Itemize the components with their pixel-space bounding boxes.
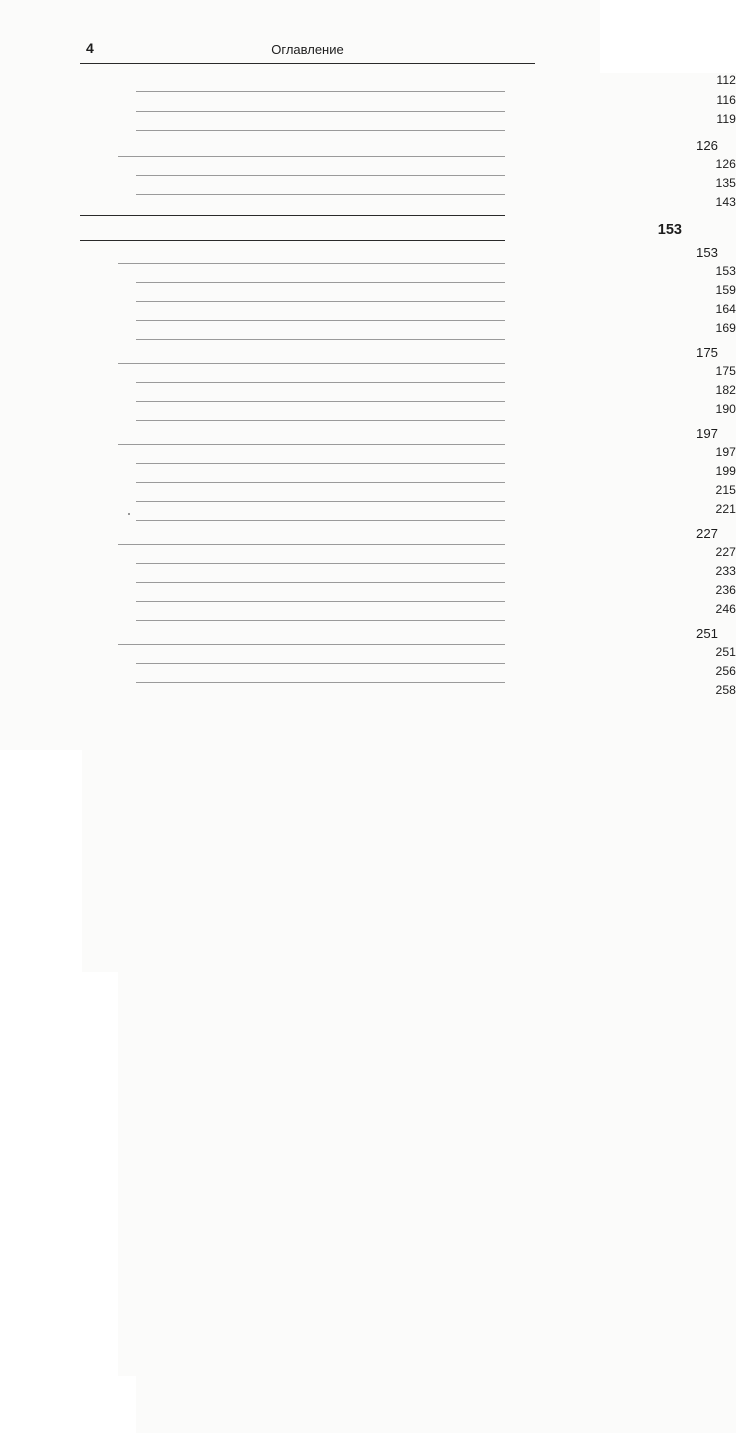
chapter-page: 153 <box>82 222 682 972</box>
toc-entry-page: 159 <box>136 283 736 1033</box>
toc-entry-page: 153 <box>136 264 736 1014</box>
toc-entry-page: 227 <box>136 545 736 1295</box>
entry-divider <box>136 420 505 421</box>
toc-entry-page: 182 <box>136 383 736 1133</box>
toc-entry-page: 175 <box>118 345 718 1095</box>
toc-entry-5-5[interactable] <box>136 112 736 130</box>
toc-entry-page: 143 <box>136 195 736 945</box>
toc-entry-3[interactable] <box>118 426 718 444</box>
print-speck <box>128 513 130 515</box>
toc-entry-page: 233 <box>136 564 736 1314</box>
toc-entry-3-1[interactable] <box>136 445 736 463</box>
toc-entry-1-4[interactable] <box>136 321 736 339</box>
toc-entry-3-3[interactable] <box>136 483 736 501</box>
toc-entry-page: 199 <box>136 464 736 1214</box>
toc-entry-4-2[interactable] <box>136 564 736 582</box>
toc-entry-page: 169 <box>136 321 736 1071</box>
toc-entry-2-2[interactable] <box>136 383 736 401</box>
toc-entry-1[interactable] <box>118 245 718 263</box>
toc-entry-4-3[interactable] <box>136 583 736 601</box>
toc-entry-page: 135 <box>136 176 736 926</box>
toc-entry-page: 251 <box>136 645 736 1395</box>
toc-entry-5-3[interactable] <box>136 73 736 91</box>
toc-entry-2-1[interactable] <box>136 364 736 382</box>
entry-divider <box>136 91 505 92</box>
toc-entry-page: 126 <box>136 157 736 907</box>
toc-entry-page: 164 <box>136 302 736 1052</box>
toc-entry-page: 116 <box>136 93 736 843</box>
entry-divider <box>136 620 505 621</box>
toc-entry-6-3[interactable] <box>136 195 736 213</box>
toc-entry-1-2[interactable] <box>136 283 736 301</box>
toc-entry-page: 190 <box>136 402 736 1152</box>
toc-entry-4[interactable] <box>118 526 718 544</box>
running-title: Оглавление <box>271 42 344 57</box>
toc-entry-3-4[interactable] <box>136 502 736 520</box>
toc-entry-6[interactable] <box>118 138 718 156</box>
toc-entry-page: 227 <box>118 526 718 1276</box>
toc-entry-5[interactable] <box>118 626 718 644</box>
toc-entry-3-2[interactable] <box>136 464 736 482</box>
toc-entry-1-1[interactable] <box>136 264 736 282</box>
toc-entry-5-2[interactable] <box>136 664 736 682</box>
toc-entry-page: 112 <box>136 73 736 823</box>
page-number: 4 <box>86 40 94 56</box>
entry-divider <box>136 339 505 340</box>
toc-entry-2[interactable] <box>118 345 718 363</box>
toc-entry-page: 197 <box>118 426 718 1176</box>
entry-divider <box>136 520 505 521</box>
toc-entry-1-3[interactable] <box>136 302 736 320</box>
chapter-rule-bottom <box>80 240 505 241</box>
toc-entry-page: 258 <box>136 683 736 1433</box>
toc-entry-page: 251 <box>118 626 718 1376</box>
toc-entry-page: 175 <box>136 364 736 1114</box>
toc-entry-6-2[interactable] <box>136 176 736 194</box>
toc-entry-page: 256 <box>136 664 736 1414</box>
toc-entry-4-4[interactable] <box>136 602 736 620</box>
entry-divider <box>136 130 505 131</box>
toc-entry-5-1[interactable] <box>136 645 736 663</box>
toc-chapter-2[interactable] <box>82 222 682 240</box>
toc-entry-2-3[interactable] <box>136 402 736 420</box>
toc-entry-page: 236 <box>136 583 736 1333</box>
toc-entry-4-1[interactable] <box>136 545 736 563</box>
toc-entry-page: 119 <box>136 112 736 862</box>
toc-entry-page: 126 <box>118 138 718 888</box>
toc-entry-page: 221 <box>136 502 736 1252</box>
chapter-rule-top <box>80 215 505 216</box>
toc-entry-5-4[interactable] <box>136 93 736 111</box>
toc-entry-page: 215 <box>136 483 736 1233</box>
toc-entry-6-1[interactable] <box>136 157 736 175</box>
toc-entry-page: 246 <box>136 602 736 1352</box>
toc-entry-5-3-last[interactable] <box>136 683 736 701</box>
toc-entry-page: 153 <box>118 245 718 995</box>
toc-entry-page: 197 <box>136 445 736 1195</box>
